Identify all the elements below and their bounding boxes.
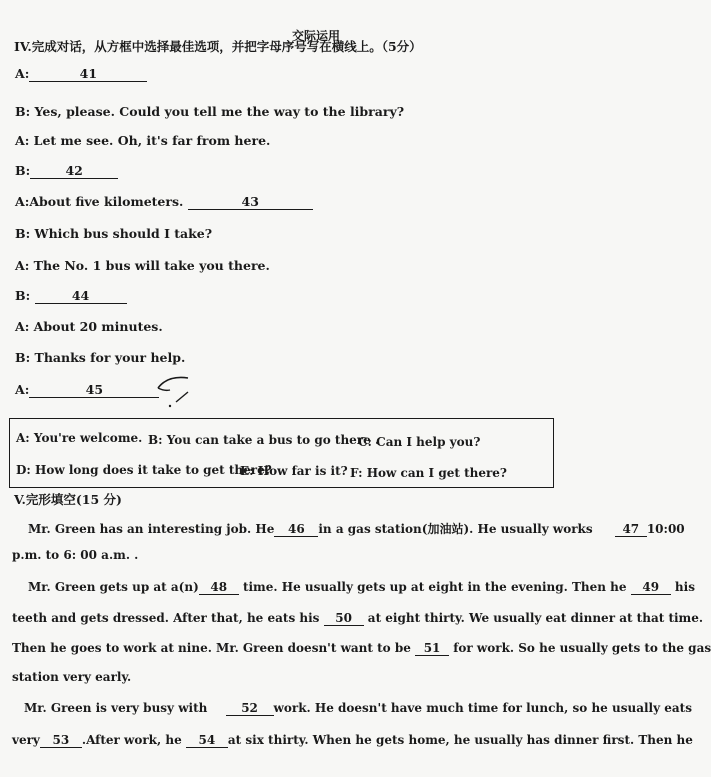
option-c: C: Can I help you? xyxy=(358,435,481,449)
dialogue-line-10: B: Thanks for your help. xyxy=(15,350,186,365)
option-b: B: You can take a bus to go there . xyxy=(148,433,380,447)
passage-line-2: p.m. to 6: 00 a.m. . xyxy=(12,548,139,562)
section4-heading: IV.完成对话，从方框中选择最佳选项，并把字母序号写在横线上。（5分） xyxy=(14,39,422,54)
option-d: D: How long does it take to get there? xyxy=(16,463,272,477)
cloze-blank-53[interactable]: 53 xyxy=(40,733,82,748)
options-box xyxy=(9,418,554,488)
dialogue-line-11: A: 45 xyxy=(15,382,159,398)
passage-line-4: teeth and gets dressed. After that, he eats his 50 at eight thirty. We usually eat dinner at that time. xyxy=(12,611,704,625)
section5-heading: V.完形填空(15 分) xyxy=(14,492,122,507)
passage-line-3: Mr. Green gets up at a(n) 48 time. He usually gets up at eight in the evening. Then he 49 his xyxy=(28,580,695,594)
option-e: E: How far is it? xyxy=(240,464,348,478)
answer-blank-41[interactable]: 41 xyxy=(29,67,147,82)
dialogue-line-1: A: 41 xyxy=(15,66,147,82)
section-top-label: 交际运用 xyxy=(292,29,341,43)
cloze-blank-46[interactable]: 46 xyxy=(274,522,318,537)
answer-blank-43[interactable]: 43 xyxy=(188,195,313,210)
cloze-blank-54[interactable]: 54 xyxy=(186,733,228,748)
cloze-blank-51[interactable]: 51 xyxy=(415,641,449,656)
dialogue-line-3: A: Let me see. Oh, it's far from here. xyxy=(15,133,271,148)
dialogue-line-9: A: About 20 minutes. xyxy=(15,319,163,334)
option-a: A: You're welcome. xyxy=(16,431,143,445)
cloze-blank-47[interactable]: 47 xyxy=(615,522,647,537)
cloze-blank-50[interactable]: 50 xyxy=(324,611,364,626)
dialogue-line-6: B: Which bus should I take? xyxy=(15,226,213,241)
cloze-blank-52[interactable]: 52 xyxy=(226,701,274,716)
answer-blank-44[interactable]: 44 xyxy=(35,289,127,304)
dialogue-line-8: B: 44 xyxy=(15,288,127,304)
answer-blank-42[interactable]: 42 xyxy=(30,164,118,179)
dialogue-line-2: B: Yes, please. Could you tell me the way to the library? xyxy=(15,104,405,119)
passage-line-6: station very early. xyxy=(12,670,132,684)
passage-line-5: Then he goes to work at nine. Mr. Green doesn't want to be 51 for work. So he usually gets to the gas xyxy=(12,641,711,655)
cloze-blank-49[interactable]: 49 xyxy=(631,580,671,595)
pen-scribble-icon xyxy=(150,372,195,412)
answer-blank-45[interactable]: 45 xyxy=(29,383,159,398)
passage-line-8: very 53 .After work, he 54 at six thirty. When he gets home, he usually has dinner first. Then he xyxy=(12,733,693,747)
passage-line-1: Mr. Green has an interesting job. He 46 in a gas station(加油站). He usually works 47 10:00 xyxy=(28,522,685,536)
option-f: F: How can I get there? xyxy=(350,466,507,480)
passage-line-7: Mr. Green is very busy with 52 work. He doesn't have much time for lunch, so he usually eats xyxy=(24,701,692,715)
dialogue-line-7: A: The No. 1 bus will take you there. xyxy=(15,258,270,273)
dialogue-line-4: B: 42 xyxy=(15,163,118,179)
cloze-blank-48[interactable]: 48 xyxy=(199,580,239,595)
dialogue-line-5: A:About five kilometers. 43 xyxy=(15,194,313,210)
